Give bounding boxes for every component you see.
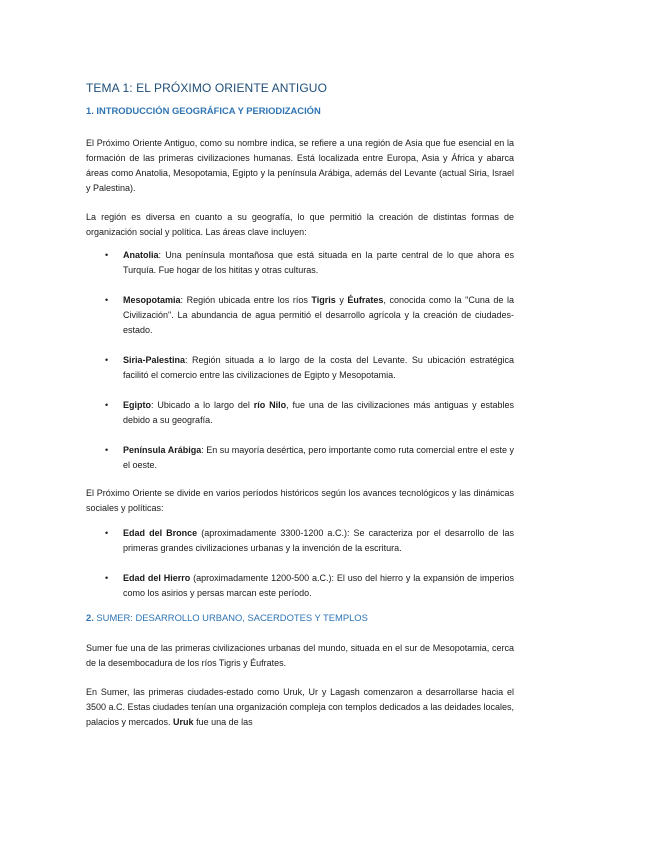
bullet-icon: •	[105, 250, 109, 260]
area-term: Egipto	[123, 400, 151, 410]
area-term: río Nilo	[253, 400, 287, 410]
periods-list	[86, 526, 514, 601]
paragraph-text: fue una de las	[193, 717, 253, 727]
list-item	[86, 398, 514, 428]
city-term: Uruk	[173, 717, 194, 727]
section-heading-1: 1. INTRODUCCIÓN GEOGRÁFICA Y PERIODIZACIÓN	[86, 105, 321, 116]
section-heading-2	[86, 611, 514, 625]
area-term: Península Arábiga	[123, 445, 202, 455]
period-term: Edad del Bronce	[123, 528, 198, 538]
area-text: : En su mayoría desértica, pero importante como ruta comercial entre el este y el oeste.	[123, 445, 515, 470]
paragraph-sumer: Sumer fue una de las primeras civilizaciones urbanas del mundo, situada en el sur de Mesopotamia, cerca de la desembocadura de los ríos Tigris y Éufrates.	[86, 643, 514, 668]
area-text: , fue una de las civilizaciones más antiguas y estables debido a su geografía.	[123, 400, 515, 425]
paragraph-regions: La región es diversa en cuanto a su geografía, lo que permitió la creación de distintas formas de organización social y política. Las áreas clave incluyen:	[86, 212, 514, 237]
period-text: (aproximadamente 1200-500 a.C.): El uso del hierro y la expansión de imperios como los asirios y persas marcan este período.	[123, 573, 515, 598]
area-text: y	[335, 295, 348, 305]
area-text: : Una península montañosa que está situada en la parte central de lo que ahora es Turquía. Fue hogar de los hititas y otras culturas.	[123, 250, 514, 275]
section-heading-text: SUMER: DESARROLLO URBANO, SACERDOTES Y TEMPLOS	[93, 612, 368, 623]
bullet-icon: •	[105, 355, 109, 365]
area-text: : Región situada a lo largo de la costa del Levante. Su ubicación estratégica facilitó el comercio entre las civilizaciones de Egipto y Mesopotamia.	[123, 355, 514, 380]
document-page	[86, 80, 514, 730]
list-item	[86, 353, 514, 383]
bullet-icon: •	[105, 445, 109, 455]
paragraph-intro: El Próximo Oriente Antiguo, como su nombre indica, se refiere a una región de Asia que fue esencial en la formación de las primeras civilizaciones humanas. Está localizada entre Europa, Asia y África y abarca áreas como Anatolia, Mesopotamia, Egipto y la península Arábiga, además del Levante (actual Siria, Israel y Palestina).	[86, 138, 514, 193]
area-text: , conocida como la "Cuna de la Civilización". La abundancia de agua permitió el desarrollo agrícola y la creación de ciudades-estado.	[123, 295, 514, 335]
period-term: Edad del Hierro	[123, 573, 191, 583]
period-text: (aproximadamente 3300-1200 a.C.): Se caracteriza por el desarrollo de las primeras grandes civilizaciones urbanas y la invención de la escritura.	[123, 528, 514, 553]
paragraph-periods: El Próximo Oriente se divide en varios períodos históricos según los avances tecnológicos y las dinámicas sociales y políticas:	[86, 488, 514, 513]
area-term: Siria-Palestina	[123, 355, 186, 365]
list-item	[86, 293, 514, 338]
list-item	[86, 443, 514, 473]
area-term: Tigris	[311, 295, 336, 305]
bullet-icon: •	[105, 400, 109, 410]
bullet-icon: •	[105, 573, 109, 583]
areas-list	[86, 248, 514, 473]
bullet-icon: •	[105, 528, 109, 538]
area-term: Éufrates	[347, 295, 384, 305]
area-text: : Ubicado a lo largo del	[151, 400, 254, 410]
paragraph-text: En Sumer, las primeras ciudades-estado como Uruk, Ur y Lagash comenzaron a desarrollarse hacia el 3500 a.C. Estas ciudades tenían una organización compleja con templos dedicados a las deidades locales, palacios y mercados.	[86, 687, 514, 727]
area-term: Mesopotamia	[123, 295, 181, 305]
list-item	[86, 248, 514, 278]
list-item	[86, 526, 514, 556]
list-item	[86, 571, 514, 601]
bullet-icon: •	[105, 295, 109, 305]
area-term: Anatolia	[123, 250, 159, 260]
document-title: TEMA 1: EL PRÓXIMO ORIENTE ANTIGUO	[86, 81, 327, 95]
section-number: 2.	[86, 612, 94, 623]
area-text: : Región ubicada entre los ríos	[180, 295, 312, 305]
paragraph-cities	[86, 685, 514, 730]
